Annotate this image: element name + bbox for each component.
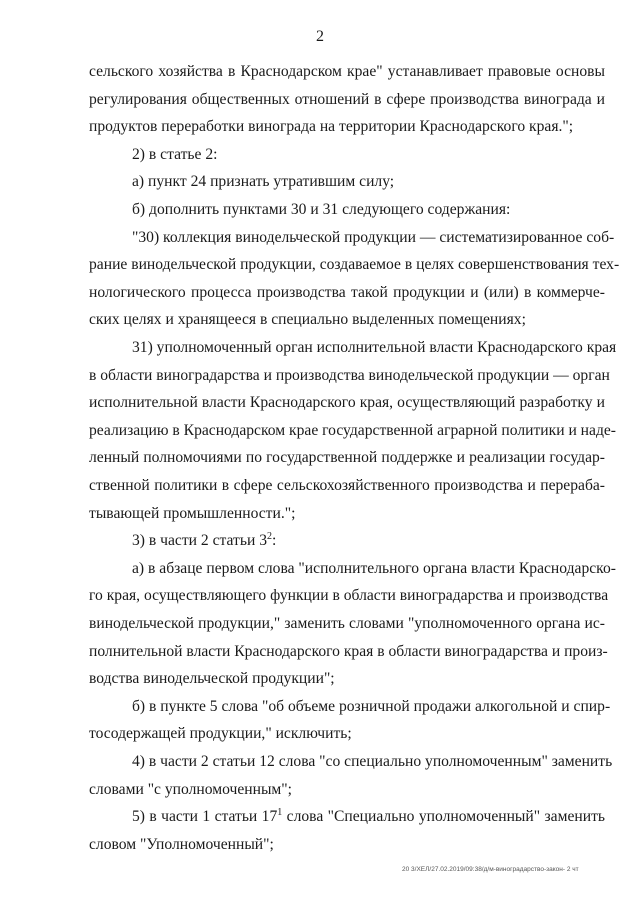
text-line-suffix: : <box>272 532 277 550</box>
text-line: го края, осуществляющего функции в области виноградарства и производства <box>89 587 609 605</box>
text-line: винодельческой продукции," заменить словами "уполномоченного органа ис- <box>89 615 605 632</box>
text-line: тывающей промышленности."; <box>89 504 296 522</box>
text-line: в области виноградарства и производства винодельческой продукции — орган <box>89 366 610 384</box>
text-line: тосодержащей продукции," исключить; <box>89 725 352 743</box>
text-line: ственной политики в сфере сельскохозяйственного производства и перераба- <box>89 477 605 494</box>
text-line: водства винодельческой продукции"; <box>89 670 335 688</box>
text-line: регулирования общественных отношений в сфере производства винограда и <box>89 90 605 108</box>
text-line: 4) в части 2 статьи 12 слова "со специально уполномоченным" заменить <box>132 753 613 770</box>
text-line: нологического процесса производства такой продукции и (или) в коммерче- <box>89 283 605 301</box>
text-line <box>132 807 605 827</box>
text-line: исполнительной власти Краснодарского края, осуществляющий разработку и <box>89 394 605 412</box>
text-line: продуктов переработки винограда на территории Краснодарского края."; <box>89 118 574 136</box>
text-line: а) в абзаце первом слова "исполнительного органа власти Краснодарско- <box>132 559 616 577</box>
text-line: 2) в статье 2: <box>132 145 218 163</box>
text-line: б) дополнить пунктами 30 и 31 следующего содержания: <box>132 201 511 218</box>
text-line: полнительной власти Краснодарского края в области виноградарства и произ- <box>89 642 608 660</box>
text-line: реализацию в Краснодарском крае государственной аграрной политики и наде- <box>89 421 616 439</box>
text-line: словом "Уполномоченный"; <box>89 835 274 853</box>
text-line: 31) уполномоченный орган исполнительной власти Краснодарского края <box>132 339 617 356</box>
text-line: ских целях и хранящееся в специально выделенных помещениях; <box>89 311 526 329</box>
text-line: б) в пункте 5 слова "об объеме розничной продажи алкогольной и спир- <box>132 697 611 715</box>
text-line: рание винодельческой продукции, создаваемое в целях совершенствования тех- <box>89 256 620 274</box>
superscript: 2 <box>267 531 272 542</box>
text-line: ленный полномочиями по государственной поддержке и реализации государ- <box>89 449 605 467</box>
page-number: 2 <box>316 28 324 45</box>
text-line <box>132 531 605 551</box>
text-line: сельского хозяйства в Краснодарском крае" устанавливает правовые основы <box>89 63 605 80</box>
text-line-main: 5) в части 1 статьи 17 <box>132 808 278 826</box>
text-line: "30) коллекция винодельческой продукции — систематизированное соб- <box>132 228 615 246</box>
text-line-rest: слова "Специально уполномоченный" заменить <box>282 808 605 826</box>
text-line: а) пункт 24 признать утратившим силу; <box>132 173 395 191</box>
superscript: 1 <box>277 807 283 818</box>
footer-file-info: 20 3/ХЕЛ/27.02.2019/09:38/д/м-виноградарство-закон- 2 чт <box>402 866 579 873</box>
text-line-main: 3) в части 2 статьи 3 <box>132 532 267 550</box>
text-line: словами "с уполномоченным"; <box>89 780 292 798</box>
